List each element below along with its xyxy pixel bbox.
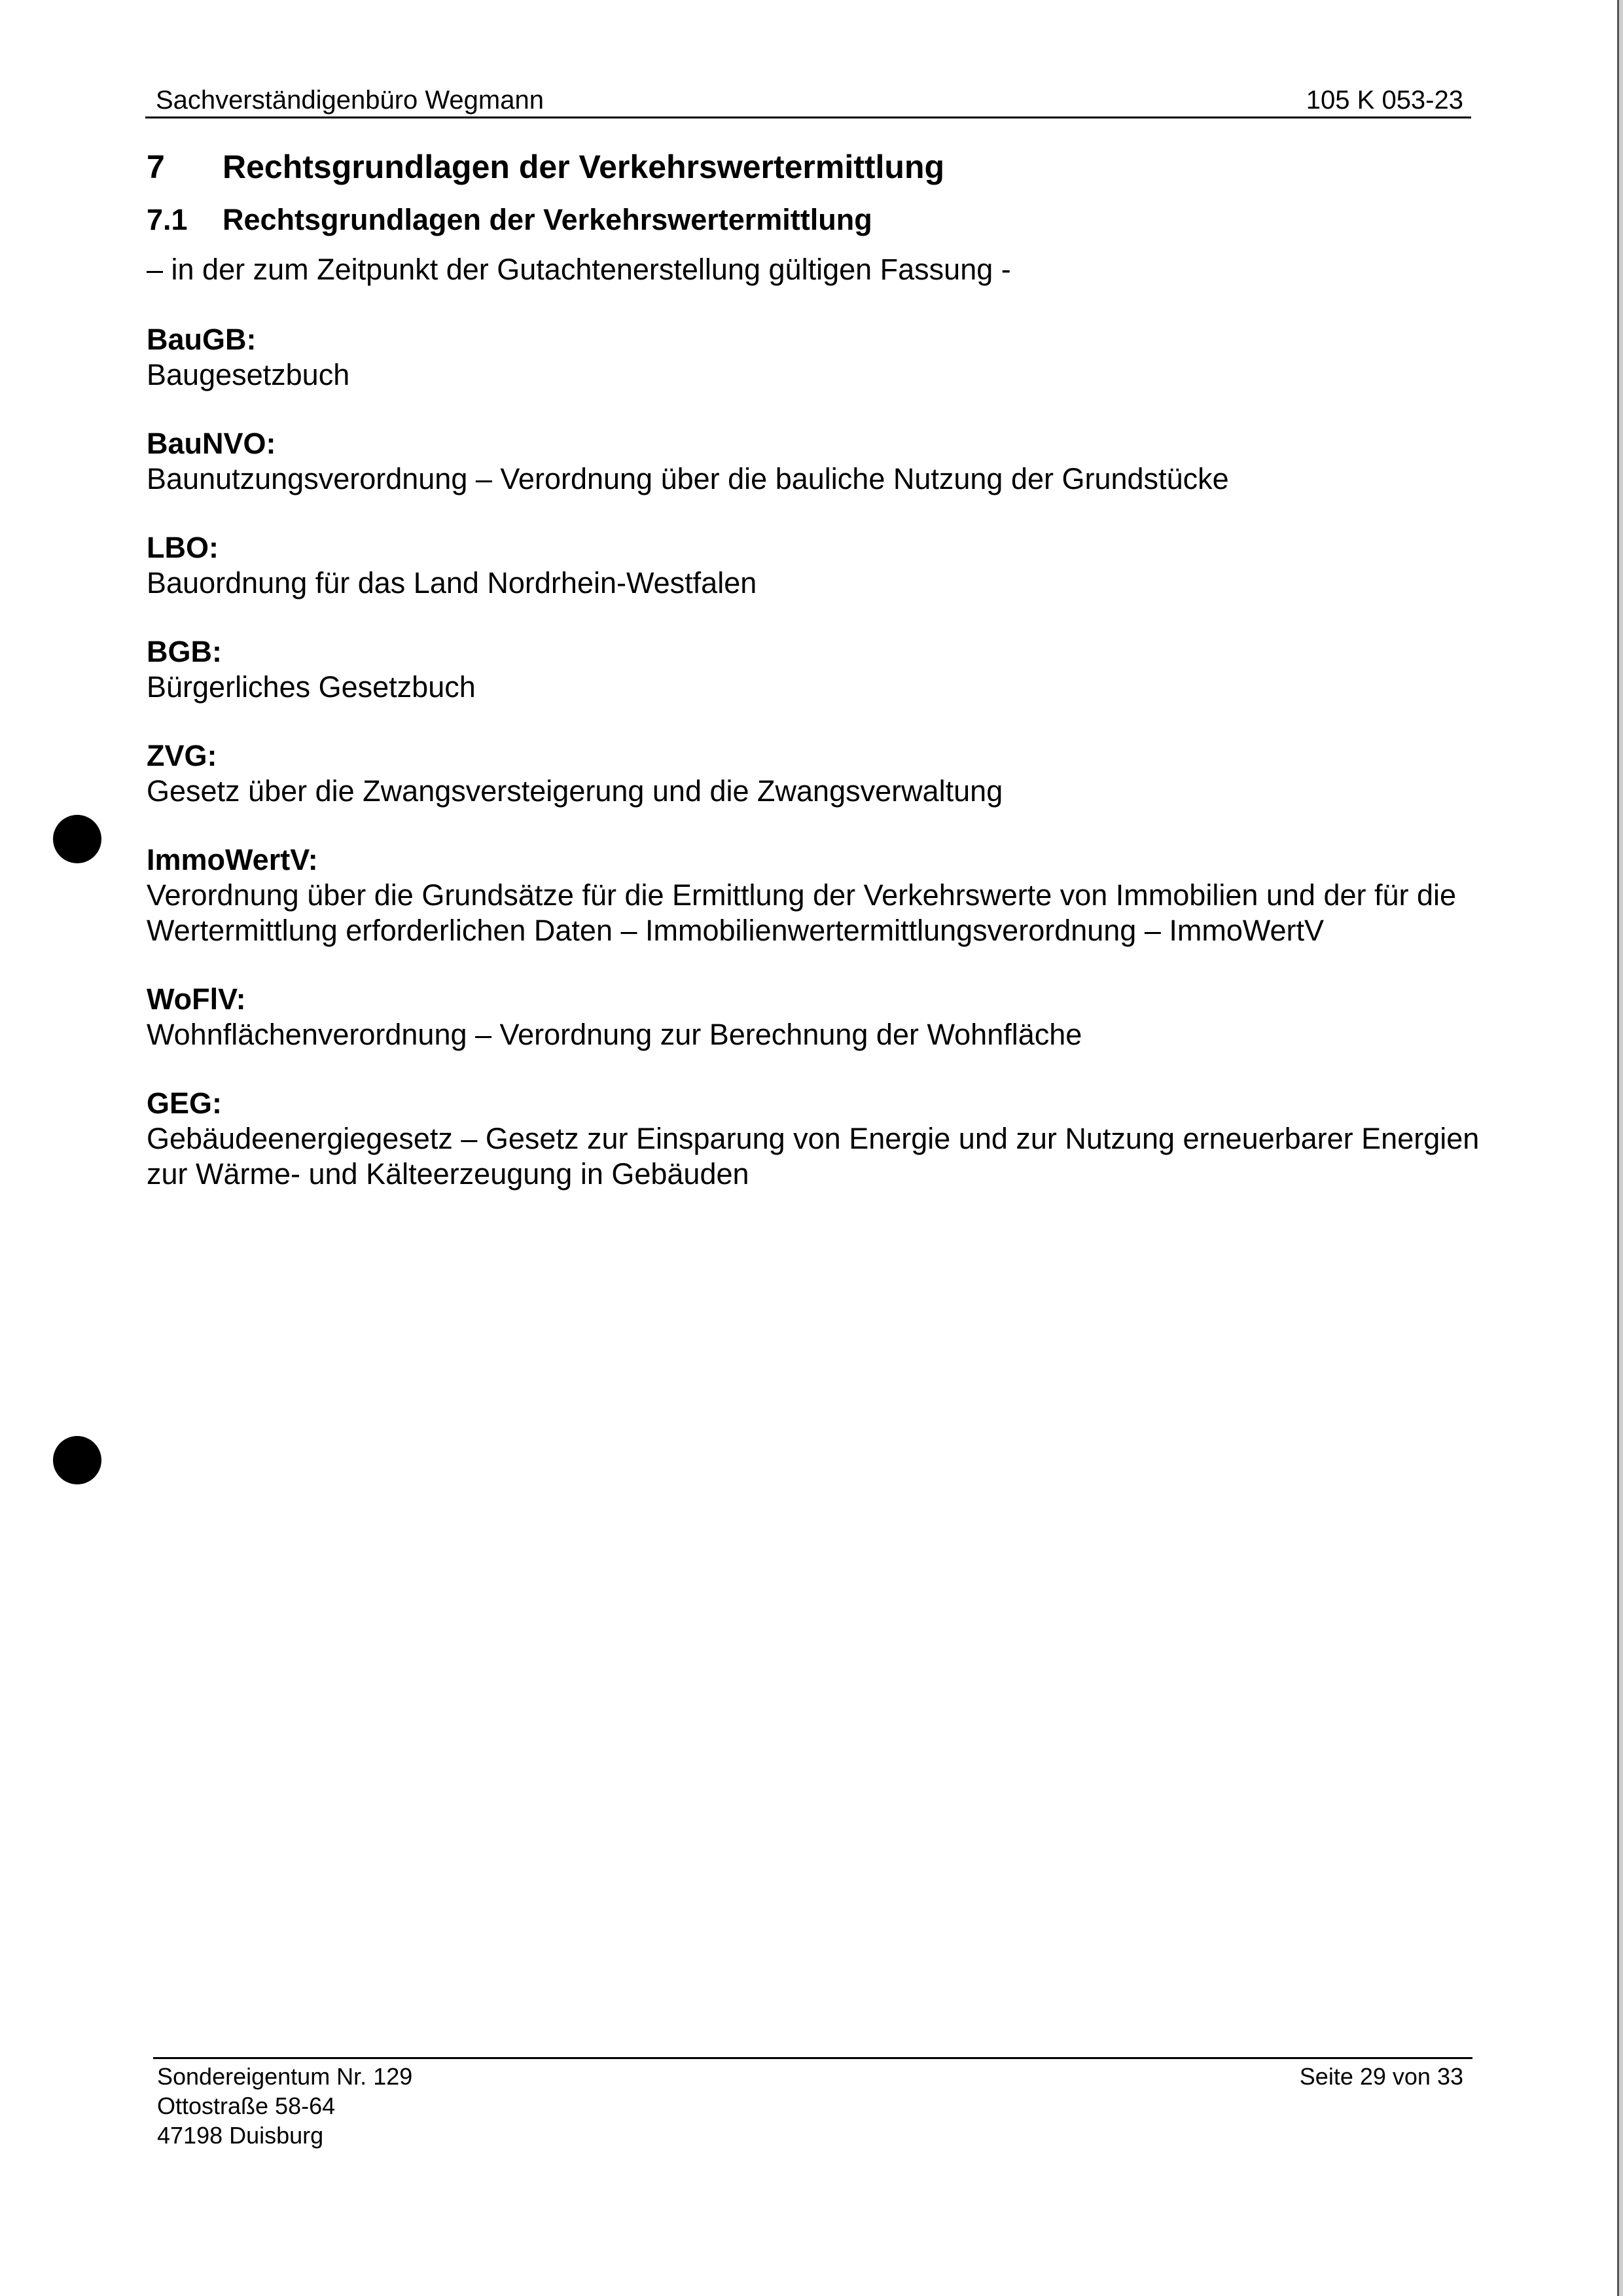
footer-city: 47198 Duisburg	[157, 2122, 324, 2149]
law-description: Bürgerliches Gesetzbuch	[147, 670, 476, 704]
law-code: GEG:	[147, 1086, 223, 1120]
header-office-name: Sachverständigenbüro Wegmann	[156, 86, 544, 115]
subsection-title: Rechtsgrundlagen der Verkehrswertermittlung	[223, 203, 872, 236]
law-description: Bauordnung für das Land Nordrhein-Westfalen	[147, 566, 757, 600]
subsection-number: 7.1	[147, 203, 188, 236]
page-edge	[1619, 0, 1623, 2296]
law-code: LBO:	[147, 531, 219, 564]
law-code: BauNVO:	[147, 427, 276, 460]
footer-street: Ottostraße 58-64	[157, 2092, 336, 2119]
law-code: ImmoWertV:	[147, 843, 318, 876]
law-item-lbo	[147, 530, 1508, 601]
law-item-baugb	[147, 322, 1508, 393]
punch-hole-lower	[53, 1436, 101, 1484]
law-description: Wohnflächenverordnung – Verordnung zur Berechnung der Wohnfläche	[147, 1018, 1082, 1051]
law-code: ZVG:	[147, 739, 217, 772]
intro-note: – in der zum Zeitpunkt der Gutachtenerstellung gültigen Fassung -	[147, 253, 1011, 286]
law-item-woflv	[147, 982, 1508, 1052]
law-list	[147, 322, 1508, 1225]
footer-divider	[153, 2057, 1472, 2059]
law-description: Baunutzungsverordnung – Verordnung über die bauliche Nutzung der Grundstücke	[147, 462, 1229, 495]
law-item-baunvo	[147, 426, 1508, 497]
law-description: Gesetz über die Zwangsversteigerung und die Zwangsverwaltung	[147, 774, 1003, 808]
law-code: WoFlV:	[147, 982, 246, 1016]
law-item-geg	[147, 1086, 1508, 1192]
header-file-number: 105 K 053-23	[1306, 86, 1463, 115]
footer-property-info	[157, 2062, 412, 2150]
punch-hole-upper	[53, 815, 101, 863]
section-heading	[147, 148, 944, 186]
law-item-zvg	[147, 738, 1508, 809]
law-description: Verordnung über die Grundsätze für die Ermittlung der Verkehrswerte von Immobilien und der für die Wertermittlung erforderlichen Daten – Immobilienwertermittlungsverordnung – ImmoWertV	[147, 878, 1457, 947]
subsection-heading	[147, 203, 872, 237]
footer-page-number: Seite 29 von 33	[1299, 2063, 1463, 2090]
page-header	[145, 82, 1471, 118]
section-title: Rechtsgrundlagen der Verkehrswertermittlung	[223, 149, 945, 185]
section-number: 7	[147, 149, 165, 185]
law-description: Gebäudeenergiegesetz – Gesetz zur Einsparung von Energie und zur Nutzung erneuerbarer Energien zur Wärme- und Kälteerzeugung in Gebäuden	[147, 1122, 1480, 1191]
footer-unit: Sondereigentum Nr. 129	[157, 2063, 413, 2090]
law-code: BGB:	[147, 635, 222, 668]
law-description: Baugesetzbuch	[147, 358, 350, 391]
law-item-immowertv	[147, 842, 1508, 948]
law-item-bgb	[147, 634, 1508, 705]
law-code: BauGB:	[147, 323, 257, 356]
